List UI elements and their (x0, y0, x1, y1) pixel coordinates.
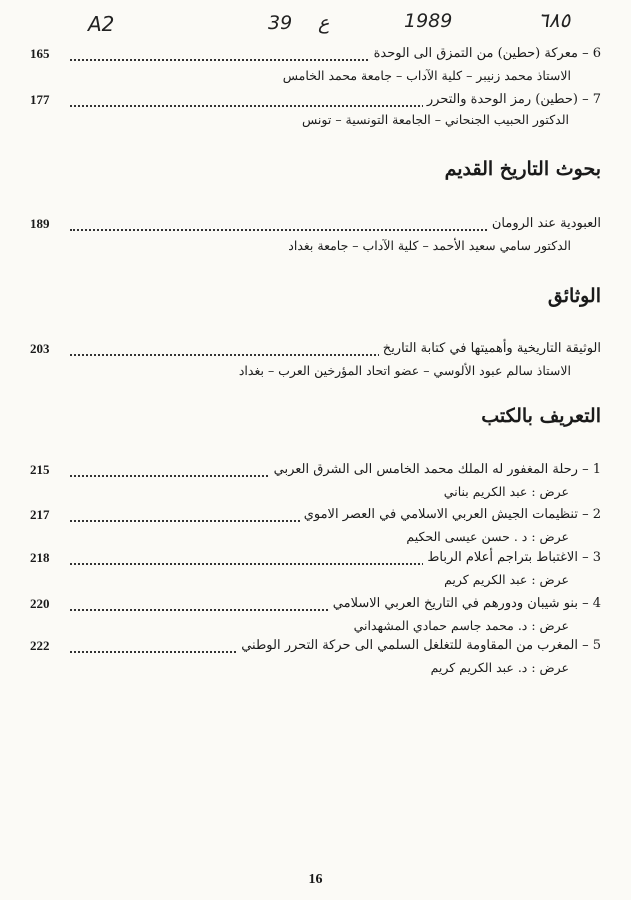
toc-entry (30, 92, 601, 114)
toc-page-number: 189 (30, 216, 50, 231)
toc-page-number: 215 (30, 462, 50, 477)
toc-entry-author: الدكتور سامي سعيد الأحمد – كلية الآداب – جامعة بغداد (288, 238, 571, 253)
toc-entry-title: 6 – معركة (حطين) من التمزق الى الوحدة (370, 46, 601, 61)
toc-page-number: 222 (30, 638, 50, 653)
toc-entry-title: 1 – رحلة المغفور له الملك محمد الخامس الى الشرق العربي (270, 462, 601, 477)
section-heading-book-reviews: التعريف بالكتب (481, 405, 601, 427)
handwritten-note-left: A2 (88, 12, 115, 36)
toc-entry-author: عرض : عبد الكريم بناني (443, 484, 569, 499)
toc-entry-author: عرض : عبد الكريم كريم (444, 572, 569, 587)
toc-page-number: 203 (30, 341, 50, 356)
toc-entry (30, 596, 601, 618)
toc-entry-title: الوثيقة التاريخية وأهميتها في كتابة التاريخ (379, 341, 601, 356)
section-heading-ancient-history: بحوث التاريخ القديم (444, 158, 601, 180)
page-number: 16 (308, 872, 323, 887)
toc-entry-title: 7 – (حطين) رمز الوحدة والتحرر (423, 92, 601, 107)
toc-entry-author: عرض : د . حسن عيسى الحكيم (406, 529, 569, 544)
toc-entry (30, 638, 601, 660)
handwritten-note-issue: ع (318, 12, 330, 34)
toc-entry-author: الدكتور الحبيب الجنحاني – الجامعة التونسية – تونس (302, 112, 569, 127)
toc-entry (30, 341, 601, 363)
toc-entry-author: عرض : د. محمد جاسم حمادي المشهداني (353, 618, 569, 633)
section-heading-documents: الوثائق (547, 285, 601, 307)
toc-page-number: 220 (30, 596, 50, 611)
toc-entry-author: عرض : د. عبد الكريم كريم (430, 660, 569, 675)
toc-page-number: 218 (30, 550, 50, 565)
toc-entry (30, 46, 601, 68)
toc-entry-title: العبودية عند الرومان (488, 216, 601, 231)
toc-page-number: 165 (30, 46, 50, 61)
toc-entry (30, 550, 601, 572)
handwritten-note-year: 1989 (404, 10, 453, 32)
toc-entry-title: 3 – الاغتباط بتراجم أعلام الرباط (423, 550, 601, 565)
toc-entry-title: 5 – المغرب من المقاومة للتغلغل السلمي الى حركة التحرر الوطني (237, 638, 601, 653)
toc-entry-title: 4 – بنو شيبان ودورهم في التاريخ العربي الاسلامي (329, 596, 601, 611)
toc-entry-author: الاستاذ محمد زنيبر – كلية الآداب – جامعة محمد الخامس (282, 68, 571, 83)
toc-entry-author: الاستاذ سالم عبود الألوسي – عضو اتحاد المؤرخين العرب – بغداد (238, 363, 571, 378)
toc-entry (30, 507, 601, 529)
toc-page-number: 217 (30, 507, 50, 522)
toc-page-number: 177 (30, 92, 50, 107)
toc-entry (30, 462, 601, 484)
handwritten-note-code: ٦٨٥ (538, 8, 571, 32)
dot-leader (70, 229, 550, 231)
toc-entry-title: 2 – تنظيمات الجيش العربي الاسلامي في العصر الاموي (300, 507, 601, 522)
toc-entry (30, 216, 601, 238)
handwritten-note-number: 39 (268, 12, 293, 34)
